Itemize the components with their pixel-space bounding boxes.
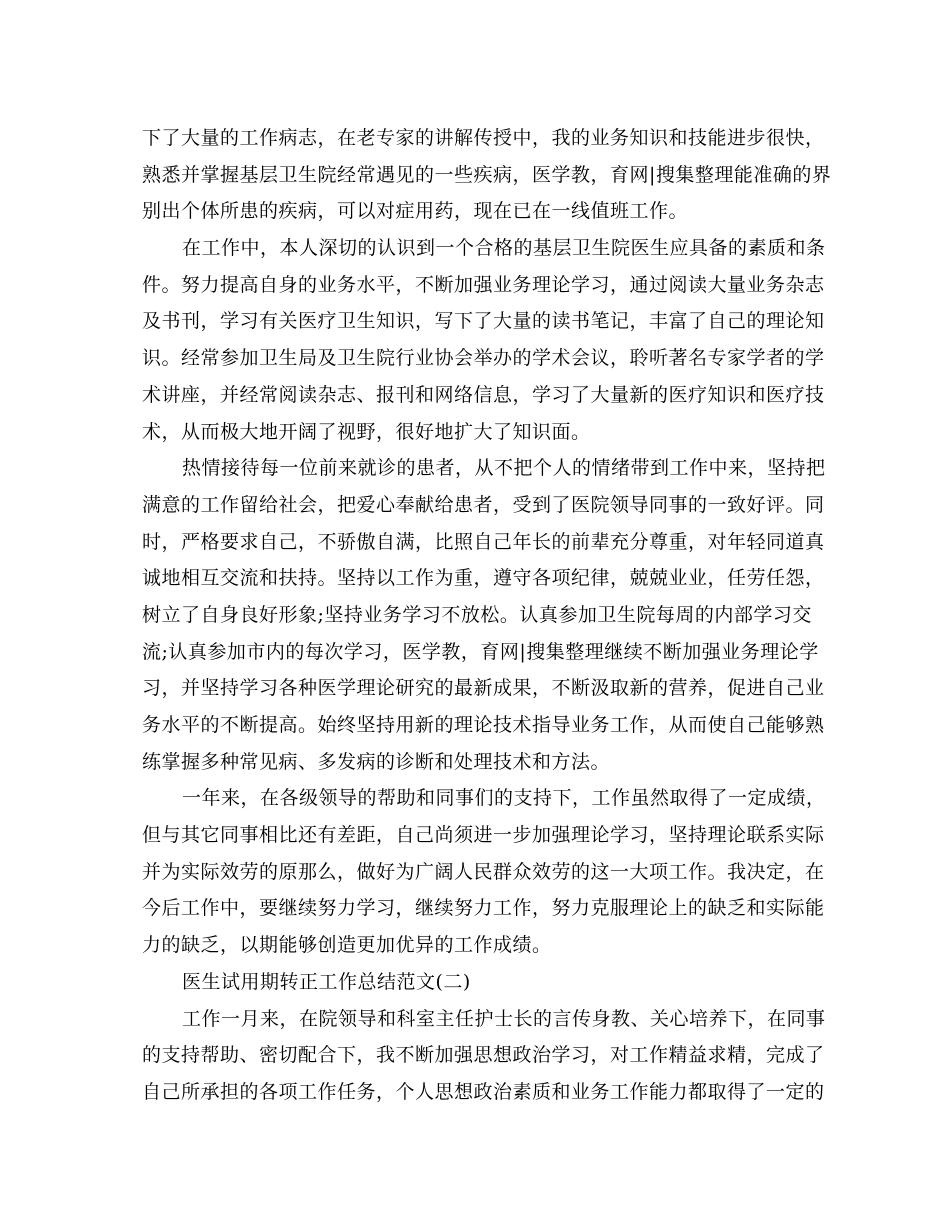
text-line: 术讲座，并经常阅读杂志、报刊和网络信息，学习了大量新的医疗知识和医疗技 [142,383,825,406]
text-line: 自己所承担的各项工作任务，个人思想政治素质和业务工作能力都取得了一定的 [142,1080,825,1103]
paragraph-start-line: 工作一月来，在院领导和科室主任护士长的言传身教、关心培养下，在同事 [182,1007,826,1030]
text-line: 诚地相互交流和扶持。坚持以工作为重，遵守各项纪律，兢兢业业，任劳任怨， [142,567,825,590]
text-line: 务水平的不断提高。始终坚持用新的理论技术指导业务工作，从而使自己能够熟 [142,714,825,736]
text-line: 今后工作中，要继续努力学习，继续努力工作，努力克服理论上的缺乏和实际能 [142,897,825,920]
text-line: 满意的工作留给社会，把爱心奉献给患者，受到了医院领导同事的一致好评。同 [142,493,825,516]
text-line: 并为实际效劳的原那么，做好为广阔人民群众效劳的这一大项工作。我决定，在 [142,860,825,883]
paragraph-start-line: 在工作中，本人深切的认识到一个合格的基层卫生院医生应具备的素质和条 [182,237,826,260]
text-line: 件。努力提高自身的业务水平，不断加强业务理论学习，通过阅读大量业务杂志 [142,273,825,296]
paragraph-start-line: 热情接待每一位前来就诊的患者，从不把个人的情绪带到工作中来，坚持把 [182,457,826,480]
text-line: 树立了自身良好形象;坚持业务学习不放松。认真参加卫生院每周的内部学习交 [142,603,812,626]
text-line: 及书刊，学习有关医疗卫生知识，写下了大量的读书笔记，丰富了自己的理论知 [142,310,825,333]
text-line: 但与其它同事相比还有差距，自己尚须进一步加强理论学习，坚持理论联系实际 [142,824,825,847]
text-line: 习，并坚持学习各种医学理论研究的最新成果，不断汲取新的营养，促进自己业 [142,677,825,700]
text-line: 识。经常参加卫生局及卫生院行业协会举办的学术会议，聆听著名专家学者的学 [142,347,825,370]
text-line: 力的缺乏，以期能够创造更加优异的工作成绩。 [142,934,552,957]
text-line: 别出个体所患的疾病，可以对症用药，现在已在一线值班工作。 [142,200,689,223]
section-heading: 医生试用期转正工作总结范文(二) [182,970,471,993]
document-body [142,120,832,1111]
text-line: 下了大量的工作病志，在老专家的讲解传授中，我的业务知识和技能进步很快， [142,127,825,149]
text-line: 术，从而极大地开阔了视野，很好地扩大了知识面。 [142,420,591,443]
text-line: 练掌握多种常见病、多发病的诊断和处理技术和方法。 [142,750,611,773]
text-line: 流;认真参加市内的每次学习，医学教，育网|搜集整理继续不断加强业务理论学 [142,640,819,663]
text-line: 的支持帮助、密切配合下，我不断加强思想政治学习，对工作精益求精，完成了 [142,1044,825,1067]
paragraph-start-line: 一年来，在各级领导的帮助和同事们的支持下，工作虽然取得了一定成绩， [182,787,826,810]
text-line: 熟悉并掌握基层卫生院经常遇见的一些疾病，医学教，育网|搜集整理能准确的界 [142,163,832,186]
text-line: 时，严格要求自己，不骄傲自满，比照自己年长的前辈充分尊重，对年轻同道真 [142,530,825,553]
